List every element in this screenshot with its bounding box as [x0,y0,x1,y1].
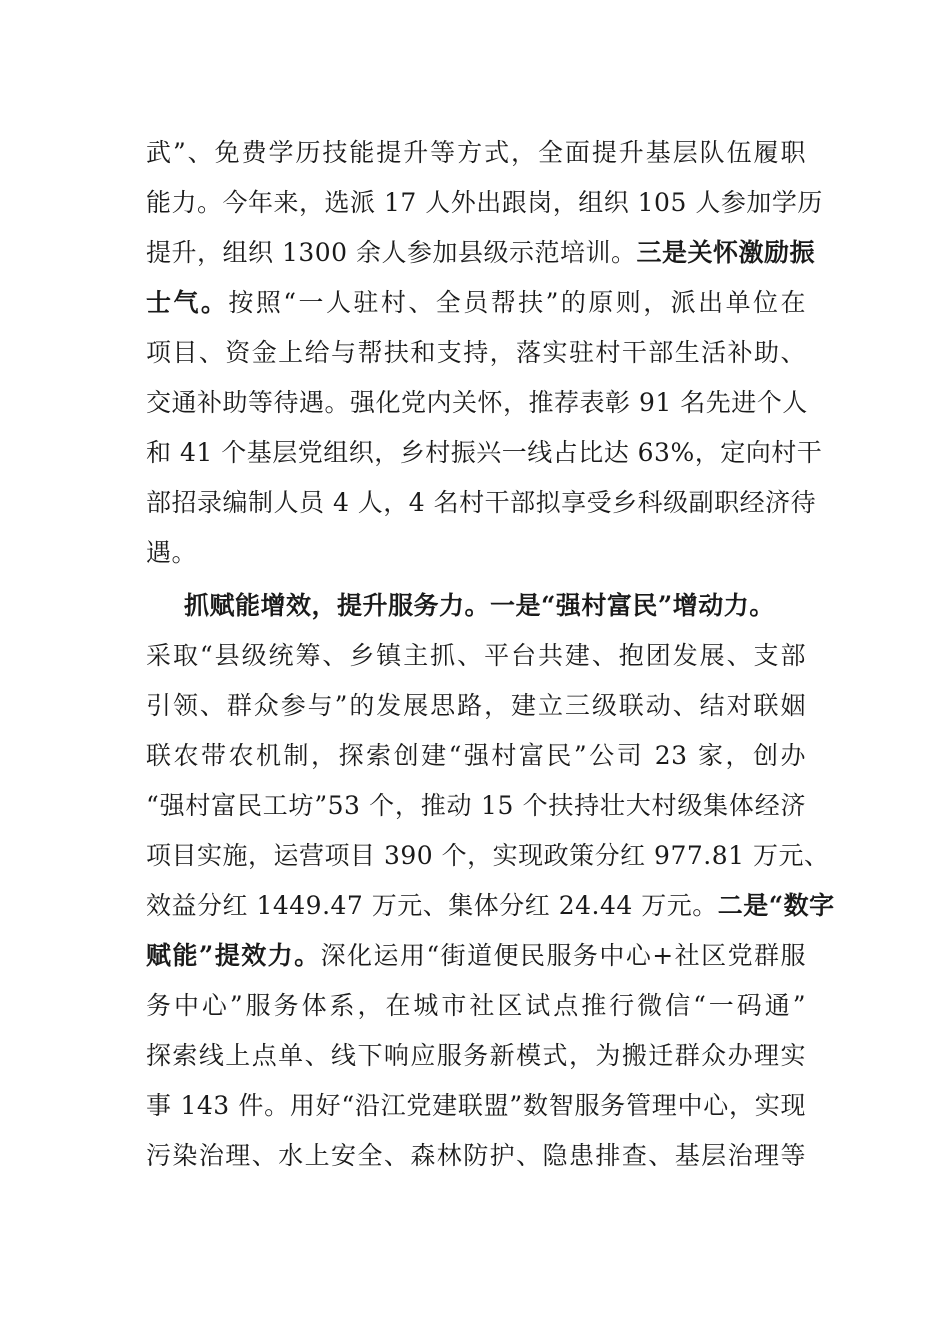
text-line [146,528,806,578]
text-line [146,428,823,478]
text-line [146,881,835,931]
text-line [184,581,806,631]
text-run: 探索线上点单、线下响应服务新模式，为搬迁群众办理实 [146,1041,806,1070]
bold-text-run: 抓赋能增效，提升服务力。一是“强村富民”增动力。 [184,591,775,620]
text-line [146,328,806,378]
bold-text-run: 士气。 [146,288,229,317]
text-run: 交通补助等待遇。强化党内关怀，推荐表彰 91 名先进个人 [146,388,808,417]
text-line [146,478,817,528]
text-line [146,1131,806,1181]
text-line [146,981,806,1031]
text-line [146,1081,806,1131]
text-run: 采取“县级统筹、乡镇主抓、平台共建、抱团发展、支部 [146,641,806,670]
text-run: 能力。今年来，选派 17 人外出跟岗，组织 105 人参加学历 [146,188,823,217]
text-run: 按照“一人驻村、全员帮扶”的原则，派出单位在 [228,288,806,317]
text-run: “强村富民工坊”53 个，推动 15 个扶持壮大村级集体经济 [146,791,806,820]
text-line [146,378,806,428]
text-run: 项目、资金上给与帮扶和支持，落实驻村干部生活补助、 [146,338,806,367]
text-run: 务中心”服务体系，在城市社区试点推行微信“一码通” [146,991,806,1020]
text-line [146,1031,806,1081]
bold-text-run: 赋能”提效力。 [146,941,321,970]
bold-text-run: 二是“数字 [717,891,835,920]
text-line [146,831,830,881]
text-run: 项目实施，运营项目 390 个，实现政策分红 977.81 万元、 [146,841,830,870]
text-line [146,781,806,831]
text-run: 提升，组织 1300 余人参加县级示范培训。 [146,238,637,267]
text-run: 和 41 个基层党组织，乡村振兴一线占比达 63%，定向村干 [146,438,823,467]
text-run: 武”、免费学历技能提升等方式，全面提升基层队伍履职 [146,138,806,167]
text-run: 引领、群众参与”的发展思路，建立三级联动、结对联姻 [146,691,806,720]
text-line [146,178,823,228]
text-run: 联农带农机制，探索创建“强村富民”公司 23 家，创办 [146,741,806,770]
text-run: 效益分红 1449.47 万元、集体分红 24.44 万元。 [146,891,718,920]
text-line [146,278,806,328]
text-line [146,228,816,278]
text-run: 深化运用“街道便民服务中心+社区党群服 [320,941,806,970]
text-line [146,731,806,781]
text-line [146,681,806,731]
text-line [146,631,806,681]
text-run: 事 143 件。用好“沿江党建联盟”数智服务管理中心，实现 [146,1091,806,1120]
text-line [146,128,806,178]
text-run: 部招录编制人员 4 人，4 名村干部拟享受乡科级副职经济待 [146,488,817,517]
bold-text-run: 三是关怀激励振 [636,238,816,267]
text-run: 遇。 [146,538,198,567]
text-line [146,931,806,981]
text-run: 污染治理、水上安全、森林防护、隐患排查、基层治理等 [146,1141,806,1170]
